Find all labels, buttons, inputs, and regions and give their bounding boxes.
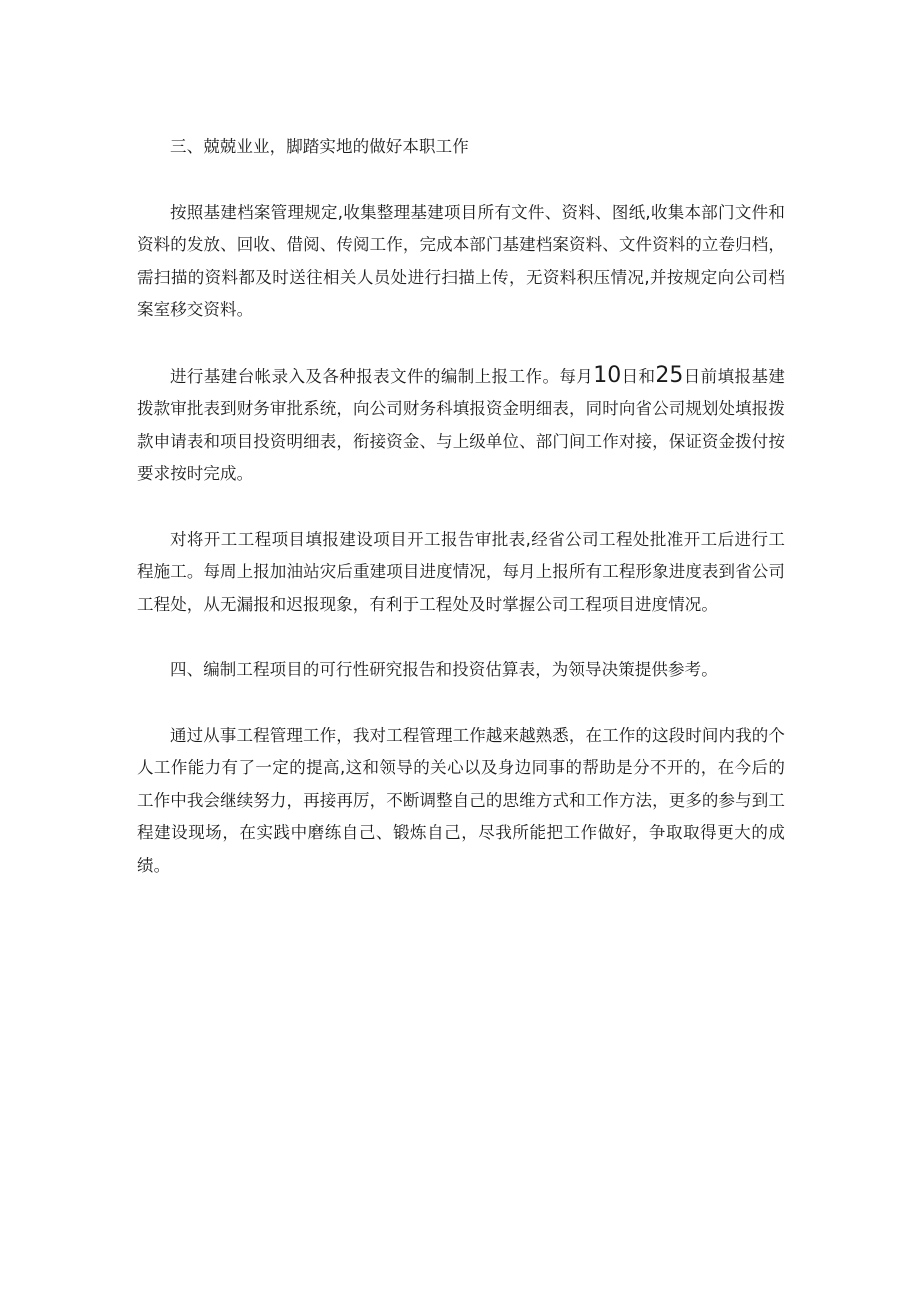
document-body [137,131,785,882]
paragraph-gap [137,621,785,654]
paragraph-archive-management: 按照基建档案管理规定,收集整理基建项目所有文件、资料、图纸,收集本部门文件和资料的发放、回收、借阅、传阅工作，完成本部门基建档案资料、文件资料的立卷归档，需扫描的资料都及时送往相关人员处进行扫描上传，无资料积压情况,并按规定向公司档案室移交资料。 [137,202,785,319]
reporting-text-c: 日前填报基建拨款审批表到财务审批系统，向公司财务科填报资金明细表，同时向省公司规划处填报拨款申请表和项目投资明细表，衔接资金、与上级单位、部门间工作对接，保证资金拨付按要求按时完成。 [137,366,785,483]
section-heading-4: 四、编制工程项目的可行性研究报告和投资估算表，为领导决策提供参考。 [170,660,718,679]
section-heading-3: 三、兢兢业业，脚踏实地的做好本职工作 [170,137,469,156]
paragraph-gap [137,491,785,524]
paragraph-reporting [137,360,785,491]
paragraph-gap [137,327,785,360]
paragraph-summary: 通过从事工程管理工作，我对工程管理工作越来越熟悉，在工作的这段时间内我的个人工作能力有了一定的提高,这和领导的关心以及身边同事的帮助是分不开的，在今后的工作中我会继续努力，再接再厉，不断调整自己的思维方式和工作方法，更多的参与到工程建设现场，在实践中磨练自己、锻炼自己，尽我所能把工作做好，争取取得更大的成绩。 [137,725,785,875]
paragraph-gap [137,687,785,720]
paragraph-gap [137,164,785,197]
reporting-text-b: 日和 [621,366,656,386]
reporting-day-1: 10 [593,362,622,388]
paragraph-project-start: 对将开工工程项目填报建设项目开工报告审批表,经省公司工程处批准开工后进行工程施工。每周上报加油站灾后重建项目进度情况，每月上报所有工程形象进度表到省公司工程处，从无漏报和迟报现象，有利于工程处及时掌握公司工程项目进度情况。 [137,529,785,614]
reporting-text-a: 进行基建台帐录入及各种报表文件的编制上报工作。每月 [170,366,594,386]
reporting-day-2: 25 [655,362,684,388]
